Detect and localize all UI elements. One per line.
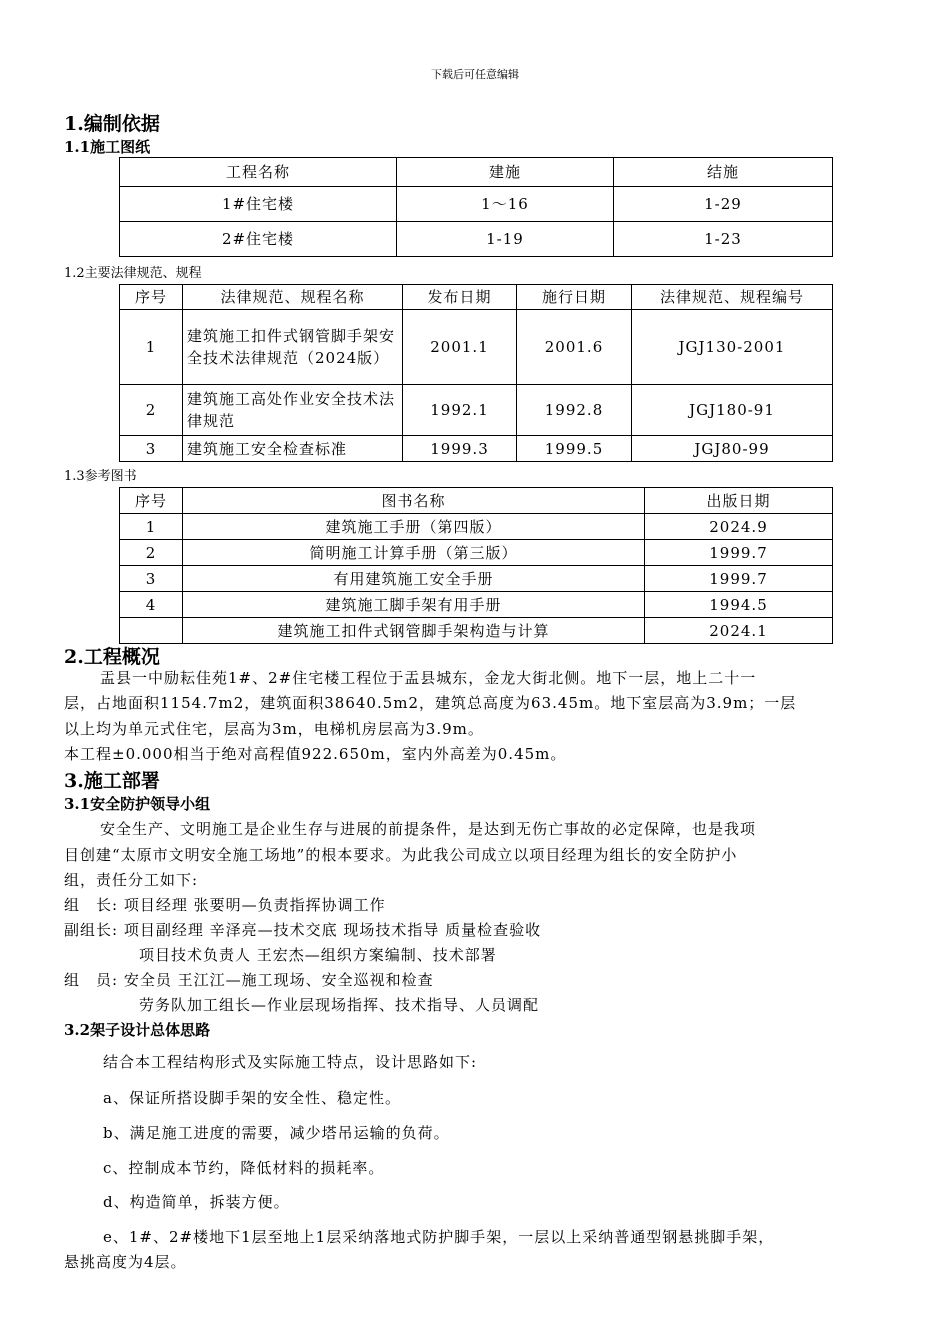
header-cell: 法律规范、规程编号	[632, 285, 833, 310]
table-cell: 2001.6	[517, 310, 632, 385]
design-line: d、构造简单，拆装方便。	[103, 1193, 290, 1211]
table-cell: 有用建筑施工安全手册	[183, 566, 645, 592]
table-cell: 1999.3	[403, 436, 517, 462]
table-cell: 1992.8	[517, 385, 632, 436]
table-row	[120, 566, 833, 592]
table-cell: 2	[120, 540, 183, 566]
section-1-1-title: 1.1施工图纸	[64, 138, 151, 156]
drawings-table	[119, 157, 833, 257]
section-1-2-title: 1.2主要法律规范、规程	[64, 266, 202, 281]
table-cell: 建筑施工扣件式钢管脚手架构造与计算	[183, 618, 645, 644]
header-cell: 建施	[397, 158, 614, 187]
header-cell: 序号	[120, 285, 183, 310]
table-cell: 2024.9	[645, 514, 833, 540]
overview-line: 层，占地面积1154.7m2，建筑面积38640.5m2，建筑总高度为63.45m。地下室层高为3.9m；一层	[64, 694, 797, 712]
table-header-row	[120, 285, 833, 310]
team-line: 劳务队加工组长—作业层现场指挥、技术指导、人员调配	[139, 996, 540, 1014]
table-cell: 2#住宅楼	[120, 222, 397, 257]
table-row	[120, 385, 833, 436]
table-row	[120, 310, 833, 385]
table-cell: 建筑施工扣件式钢管脚手架安全技术法律规范（2024版）	[183, 310, 403, 385]
design-line: 结合本工程结构形式及实际施工特点，设计思路如下:	[103, 1053, 478, 1071]
header-cell: 出版日期	[645, 488, 833, 514]
section-1-title: 1.编制依据	[64, 113, 160, 135]
header-cell: 图书名称	[183, 488, 645, 514]
table-header-row	[120, 158, 833, 187]
team-line: 副组长: 项目副经理 辛泽亮—技术交底 现场技术指导 质量检查验收	[64, 921, 542, 939]
table-cell: 建筑施工脚手架有用手册	[183, 592, 645, 618]
table-cell: 2001.1	[403, 310, 517, 385]
table-row	[120, 187, 833, 222]
section-3-2-title: 3.2架子设计总体思路	[64, 1021, 211, 1039]
table-cell: JGJ80-99	[632, 436, 833, 462]
table-cell: 1-19	[397, 222, 614, 257]
overview-line: 以上均为单元式住宅，层高为3m，电梯机房层高为3.9m。	[64, 720, 484, 738]
table-cell: 1999.5	[517, 436, 632, 462]
table-cell: JGJ130-2001	[632, 310, 833, 385]
design-line: 悬挑高度为4层。	[64, 1253, 187, 1271]
team-line: 组 长: 项目经理 张要明—负责指挥协调工作	[64, 896, 386, 914]
table-cell: 简明施工计算手册（第三版）	[183, 540, 645, 566]
table-cell: 1#住宅楼	[120, 187, 397, 222]
table-cell: 1-23	[614, 222, 833, 257]
team-line: 组 员: 安全员 王江江—施工现场、安全巡视和检查	[64, 971, 434, 989]
regulations-table	[119, 284, 833, 462]
table-cell: 1992.1	[403, 385, 517, 436]
team-line: 安全生产、文明施工是企业生存与进展的前提条件，是达到无伤亡事故的必定保障，也是我项	[100, 820, 757, 838]
table-cell: 3	[120, 436, 183, 462]
table-cell: 2024.1	[645, 618, 833, 644]
design-line: a、保证所搭设脚手架的安全性、稳定性。	[103, 1089, 401, 1107]
header-cell: 工程名称	[120, 158, 397, 187]
section-3-1-title: 3.1安全防护领导小组	[64, 795, 211, 813]
page-header: 下载后可任意编辑	[431, 68, 519, 81]
table-cell: 2	[120, 385, 183, 436]
section-1-3-title: 1.3参考图书	[64, 469, 137, 484]
design-line: e、1#、2#楼地下1层至地上1层采纳落地式防护脚手架，一层以上采纳普通型钢悬挑脚手架，	[103, 1228, 775, 1246]
table-cell: 1999.7	[645, 540, 833, 566]
table-row	[120, 436, 833, 462]
table-cell: 建筑施工高处作业安全技术法律规范	[183, 385, 403, 436]
header-cell: 序号	[120, 488, 183, 514]
overview-line: 盂县一中励耘佳苑1#、2#住宅楼工程位于盂县城东，金龙大街北侧。地下一层，地上二十一	[100, 669, 757, 687]
section-2-title: 2.工程概况	[64, 646, 160, 668]
references-table	[119, 487, 833, 644]
table-row	[120, 540, 833, 566]
table-row	[120, 618, 833, 644]
header-cell: 施行日期	[517, 285, 632, 310]
table-cell: 1	[120, 514, 183, 540]
section-3-title: 3.施工部署	[64, 770, 160, 792]
table-cell: 3	[120, 566, 183, 592]
table-cell: 建筑施工安全检查标准	[183, 436, 403, 462]
table-cell: JGJ180-91	[632, 385, 833, 436]
header-cell: 发布日期	[403, 285, 517, 310]
table-cell: 1-29	[614, 187, 833, 222]
table-row	[120, 592, 833, 618]
team-line: 组，责任分工如下:	[64, 871, 199, 889]
table-header-row	[120, 488, 833, 514]
table-cell: 1994.5	[645, 592, 833, 618]
header-cell: 结施	[614, 158, 833, 187]
table-row	[120, 514, 833, 540]
team-line: 目创建“太原市文明安全施工场地”的根本要求。为此我公司成立以项目经理为组长的安全防护小	[64, 846, 738, 864]
table-cell: 1999.7	[645, 566, 833, 592]
header-cell: 法律规范、规程名称	[183, 285, 403, 310]
table-cell: 建筑施工手册（第四版）	[183, 514, 645, 540]
design-line: b、满足施工进度的需要，减少塔吊运输的负荷。	[103, 1124, 450, 1142]
design-line: c、控制成本节约，降低材料的损耗率。	[103, 1159, 385, 1177]
table-cell: 1～16	[397, 187, 614, 222]
table-cell	[120, 618, 183, 644]
table-cell: 4	[120, 592, 183, 618]
overview-line: 本工程±0.000相当于绝对高程值922.650m，室内外高差为0.45m。	[64, 745, 567, 763]
table-row	[120, 222, 833, 257]
team-line: 项目技术负责人 王宏杰—组织方案编制、技术部署	[139, 946, 497, 964]
table-cell: 1	[120, 310, 183, 385]
